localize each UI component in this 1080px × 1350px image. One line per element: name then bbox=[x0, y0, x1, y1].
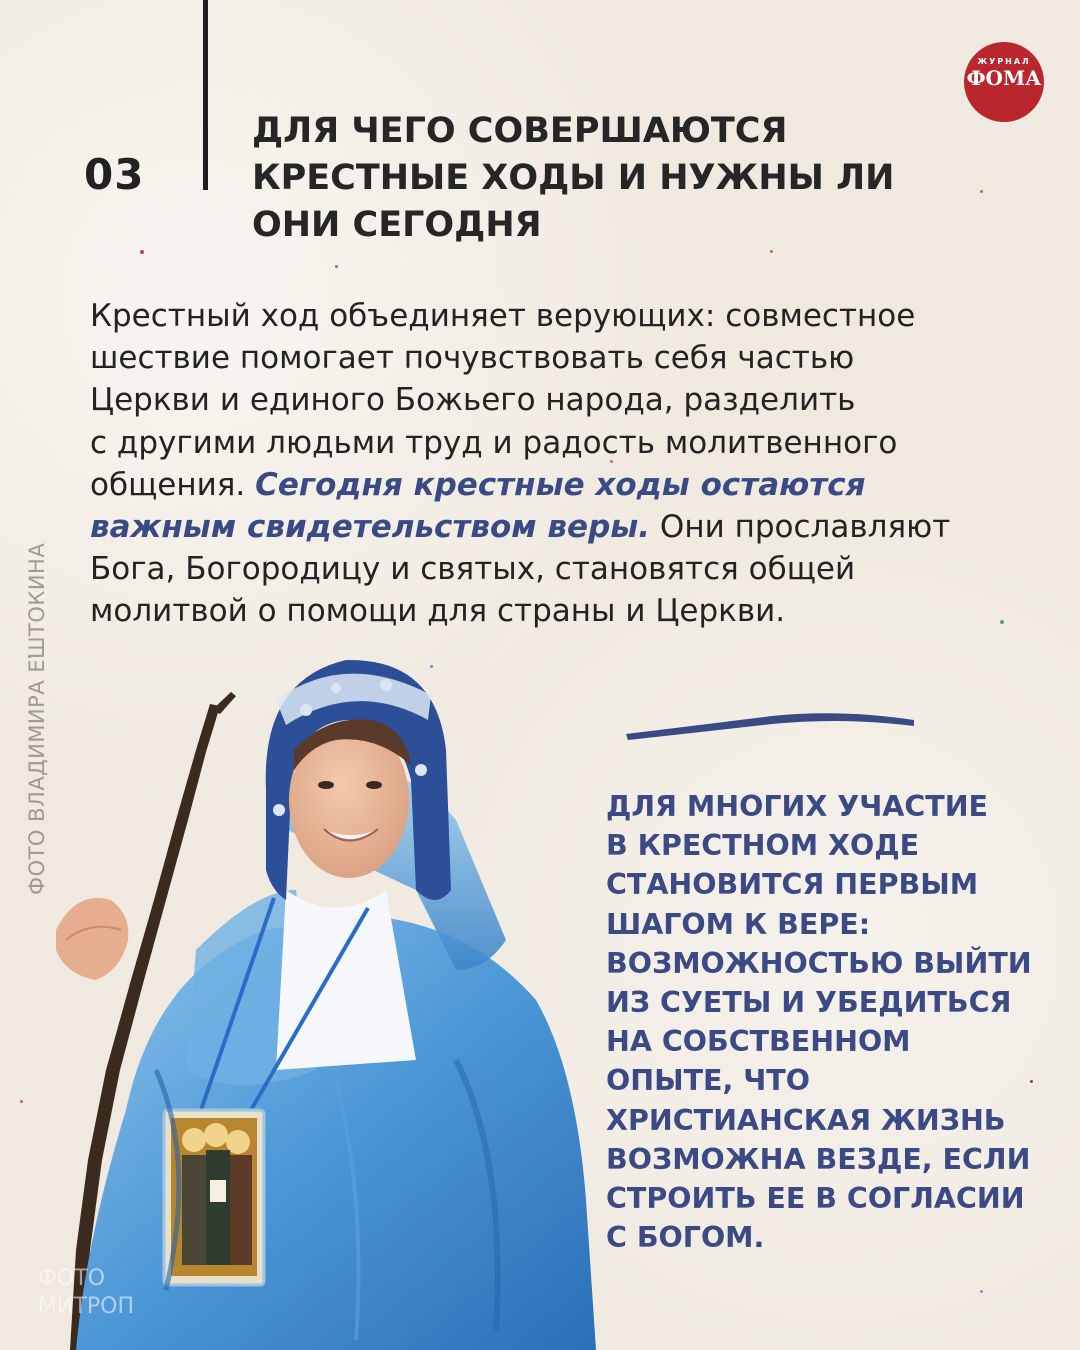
body-text: Они прославляют bbox=[650, 509, 951, 546]
body-line: с другими людьми труд и радость молитвенного bbox=[90, 424, 898, 461]
logo-caption: ЖУРНАЛ bbox=[977, 57, 1031, 66]
paper-speck bbox=[20, 1100, 23, 1103]
body-text: общения. bbox=[90, 466, 256, 503]
body-line: молитвой о помощи для страны и Церкви. bbox=[90, 593, 786, 630]
quote-line: ВОЗМОЖНОСТЬЮ ВЫЙТИ bbox=[606, 946, 1032, 980]
quote-line: С БОГОМ. bbox=[606, 1221, 765, 1255]
title-line: ДЛЯ ЧЕГО СОВЕРШАЮТСЯ bbox=[252, 111, 788, 151]
body-highlight: важным свидетельством веры. bbox=[90, 509, 651, 546]
paper-speck bbox=[980, 1290, 983, 1293]
title-line: ОНИ СЕГОДНЯ bbox=[252, 205, 542, 245]
body-line: Крестный ход объединяет верующих: совместное bbox=[90, 298, 916, 334]
photo-credit: ФОТО ВЛАДИМИРА ЕШТОКИНА bbox=[25, 542, 49, 895]
paper-speck bbox=[1000, 620, 1004, 624]
quote-line: ШАГОМ К ВЕРЕ: bbox=[606, 907, 871, 941]
paper-speck bbox=[335, 265, 338, 268]
photo-watermark bbox=[38, 1265, 134, 1321]
foma-logo[interactable] bbox=[964, 42, 1044, 122]
quote-line: В КРЕСТНОМ ХОДЕ bbox=[606, 829, 920, 863]
watermark-line: ФОТО bbox=[38, 1266, 106, 1291]
quote-line: ХРИСТИАНСКАЯ ЖИЗНЬ bbox=[606, 1103, 1006, 1137]
quote-line: ОПЫТЕ, ЧТО bbox=[606, 1064, 810, 1098]
paper-speck bbox=[770, 250, 773, 253]
quote-line: НА СОБСТВЕННОМ bbox=[606, 1025, 911, 1059]
quote-line: СТРОИТЬ ЕЕ В СОГЛАСИИ bbox=[606, 1182, 1025, 1216]
quote-line: ДЛЯ МНОГИХ УЧАСТИЕ bbox=[606, 790, 989, 823]
paper-speck bbox=[980, 190, 983, 193]
quote-line: СТАНОВИТСЯ ПЕРВЫМ bbox=[606, 868, 979, 902]
pilgrim-photo bbox=[36, 640, 596, 1350]
body-line: Бога, Богородицу и святых, становятся общей bbox=[90, 551, 856, 588]
page-title bbox=[252, 108, 972, 249]
body-line: шествие помогает почувствовать себя частью bbox=[90, 340, 855, 377]
section-number: 03 bbox=[84, 150, 145, 199]
quote-line: ВОЗМОЖНА ВЕЗДЕ, ЕСЛИ bbox=[606, 1142, 1031, 1176]
watermark-line: МИТРОП bbox=[38, 1294, 135, 1319]
brush-stroke bbox=[622, 700, 918, 750]
title-line: КРЕСТНЫЕ ХОДЫ И НУЖНЫ ЛИ bbox=[252, 158, 895, 198]
header-divider bbox=[203, 0, 208, 190]
body-paragraph bbox=[90, 295, 990, 633]
body-line bbox=[90, 506, 990, 548]
body-line bbox=[90, 464, 990, 506]
pull-quote bbox=[606, 787, 1046, 1257]
quote-line: ИЗ СУЕТЫ И УБЕДИТЬСЯ bbox=[606, 986, 1012, 1020]
paper-speck bbox=[140, 250, 144, 254]
body-highlight: Сегодня крестные ходы остаются bbox=[255, 466, 866, 503]
body-line: Церкви и единого Божьего народа, разделить bbox=[90, 382, 856, 419]
logo-wordmark: ФОМА bbox=[966, 66, 1042, 90]
